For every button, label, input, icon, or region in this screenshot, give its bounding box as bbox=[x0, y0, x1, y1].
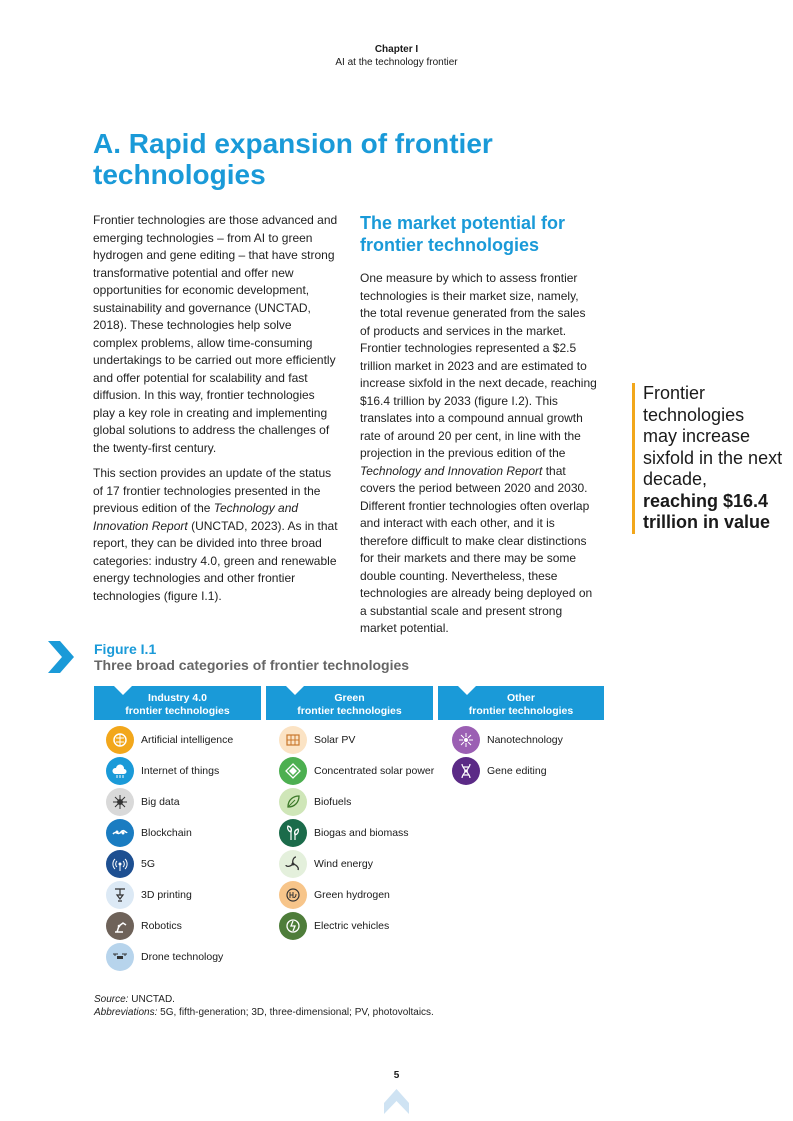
drone-icon bbox=[106, 943, 134, 971]
technology-label: Big data bbox=[141, 795, 180, 808]
wind-icon bbox=[279, 850, 307, 878]
technology-item bbox=[106, 755, 261, 786]
technology-item bbox=[279, 786, 439, 817]
technology-label: Electric vehicles bbox=[314, 919, 390, 932]
hydrogen-icon bbox=[279, 881, 307, 909]
figure-abbreviations: Abbreviations: 5G, fifth-generation; 3D, three-dimensional; PV, photovoltaics. bbox=[94, 1007, 434, 1018]
technology-label: Solar PV bbox=[314, 733, 356, 746]
technology-item bbox=[106, 786, 261, 817]
technology-label: Nanotechnology bbox=[487, 733, 563, 746]
cloud-icon bbox=[106, 757, 134, 785]
csp-icon bbox=[279, 757, 307, 785]
technology-label: Green hydrogen bbox=[314, 888, 390, 901]
section-title: A. Rapid expansion of frontier technologies bbox=[93, 128, 493, 190]
technology-item bbox=[452, 755, 602, 786]
back-to-top-icon[interactable] bbox=[384, 1089, 409, 1114]
other-list bbox=[452, 724, 602, 786]
figure-title: Three broad categories of frontier technologies bbox=[94, 657, 410, 673]
ev-icon bbox=[279, 912, 307, 940]
technology-item bbox=[106, 817, 261, 848]
technology-label: Blockchain bbox=[141, 826, 192, 839]
technology-item bbox=[106, 941, 261, 972]
green-list bbox=[279, 724, 439, 941]
signal-icon bbox=[106, 850, 134, 878]
figure-source: Source: UNCTAD. bbox=[94, 994, 175, 1005]
technology-item bbox=[106, 879, 261, 910]
chapter-label: Chapter I bbox=[374, 44, 419, 55]
technology-label: Concentrated solar power bbox=[314, 764, 435, 777]
solar-panel-icon bbox=[279, 726, 307, 754]
brain-icon bbox=[106, 726, 134, 754]
technology-item bbox=[279, 879, 439, 910]
technology-item bbox=[279, 724, 439, 755]
technology-label: 3D printing bbox=[141, 888, 192, 901]
category-header-industry: Industry 4.0 frontier technologies bbox=[94, 686, 261, 720]
leaf-icon bbox=[279, 788, 307, 816]
category-header-other: Other frontier technologies bbox=[438, 686, 604, 720]
technology-item bbox=[279, 910, 439, 941]
technology-label: Biogas and biomass bbox=[314, 826, 409, 839]
dna-icon bbox=[452, 757, 480, 785]
intro-paragraph-2: This section provides an update of the status of 17 frontier technologies presented in the previous edition of the Technology and Innovation Report (UNCTAD, 2023). As in that report, they can be divided into three broad categories: industry 4.0, green and renewable energy technologies and other frontier technologies (figure I.1). bbox=[93, 466, 338, 603]
technology-item bbox=[452, 724, 602, 755]
market-paragraph: One measure by which to assess frontier technologies is their market size, namely, the total revenue generated from the sales of products and services in the market. Frontier technologies represented a $2.5 trillion market in 2023 and are estimated to increase sixfold in the next decade, reaching $16.4 trillion by 2033 (figure I.2). This translates into a compound annual growth rate of around 20 per cent, in line with the projection in the previous edition of the Technology and Innovation Report that covers the period between 2020 and 2030. Different frontier technologies often overlap and interact with each other, and it is therefore difficult to make clear distinctions for their markets and there may be some double counting. Nevertheless, these technologies are already being deployed on a substantial scale and present strong market potential. bbox=[360, 271, 597, 635]
category-header-green: Green frontier technologies bbox=[266, 686, 433, 720]
technology-label: Gene editing bbox=[487, 764, 547, 777]
intro-paragraph-1: Frontier technologies are those advanced and emerging technologies – from AI to green hydrogen and gene editing – that have strong transformative potential and offer new opportunities for economic development, sustainability and governance (UNCTAD, 2018). These technologies help solve complex problems, allow time-consuming undertakings to be carried out more efficiently and offer potential for scalability and fast diffusion. In this way, frontier technologies play a key role in creating and implementing global solutions to address the challenges of the twenty-first century. bbox=[93, 213, 338, 455]
chain-icon bbox=[106, 819, 134, 847]
technology-item bbox=[279, 848, 439, 879]
technology-label: 5G bbox=[141, 857, 156, 870]
technology-label: Artificial intelligence bbox=[141, 733, 234, 746]
pull-quote: Frontier technologies may increase sixfold in the next decade, reaching $16.4 trillion in value bbox=[632, 383, 783, 534]
data-icon bbox=[106, 788, 134, 816]
technology-item bbox=[106, 910, 261, 941]
figure-label: Figure I.1 bbox=[94, 641, 157, 657]
technology-item bbox=[279, 755, 439, 786]
technology-item bbox=[106, 724, 261, 755]
biomass-icon bbox=[279, 819, 307, 847]
page-number: 5 bbox=[393, 1070, 400, 1081]
intro-column bbox=[93, 212, 339, 613]
technology-label: Biofuels bbox=[314, 795, 352, 808]
printer-icon bbox=[106, 881, 134, 909]
industry-list bbox=[106, 724, 261, 972]
figure-chevron-icon bbox=[48, 641, 74, 673]
technology-item bbox=[279, 817, 439, 848]
technology-item bbox=[106, 848, 261, 879]
technology-label: Wind energy bbox=[314, 857, 373, 870]
nano-icon bbox=[452, 726, 480, 754]
market-potential-heading: The market potential for frontier technologies bbox=[360, 213, 566, 255]
robot-arm-icon bbox=[106, 912, 134, 940]
chapter-subtitle: AI at the technology frontier bbox=[335, 57, 458, 68]
technology-label: Internet of things bbox=[141, 764, 220, 777]
technology-label: Robotics bbox=[141, 919, 182, 932]
market-column bbox=[360, 270, 598, 646]
technology-label: Drone technology bbox=[141, 950, 224, 963]
